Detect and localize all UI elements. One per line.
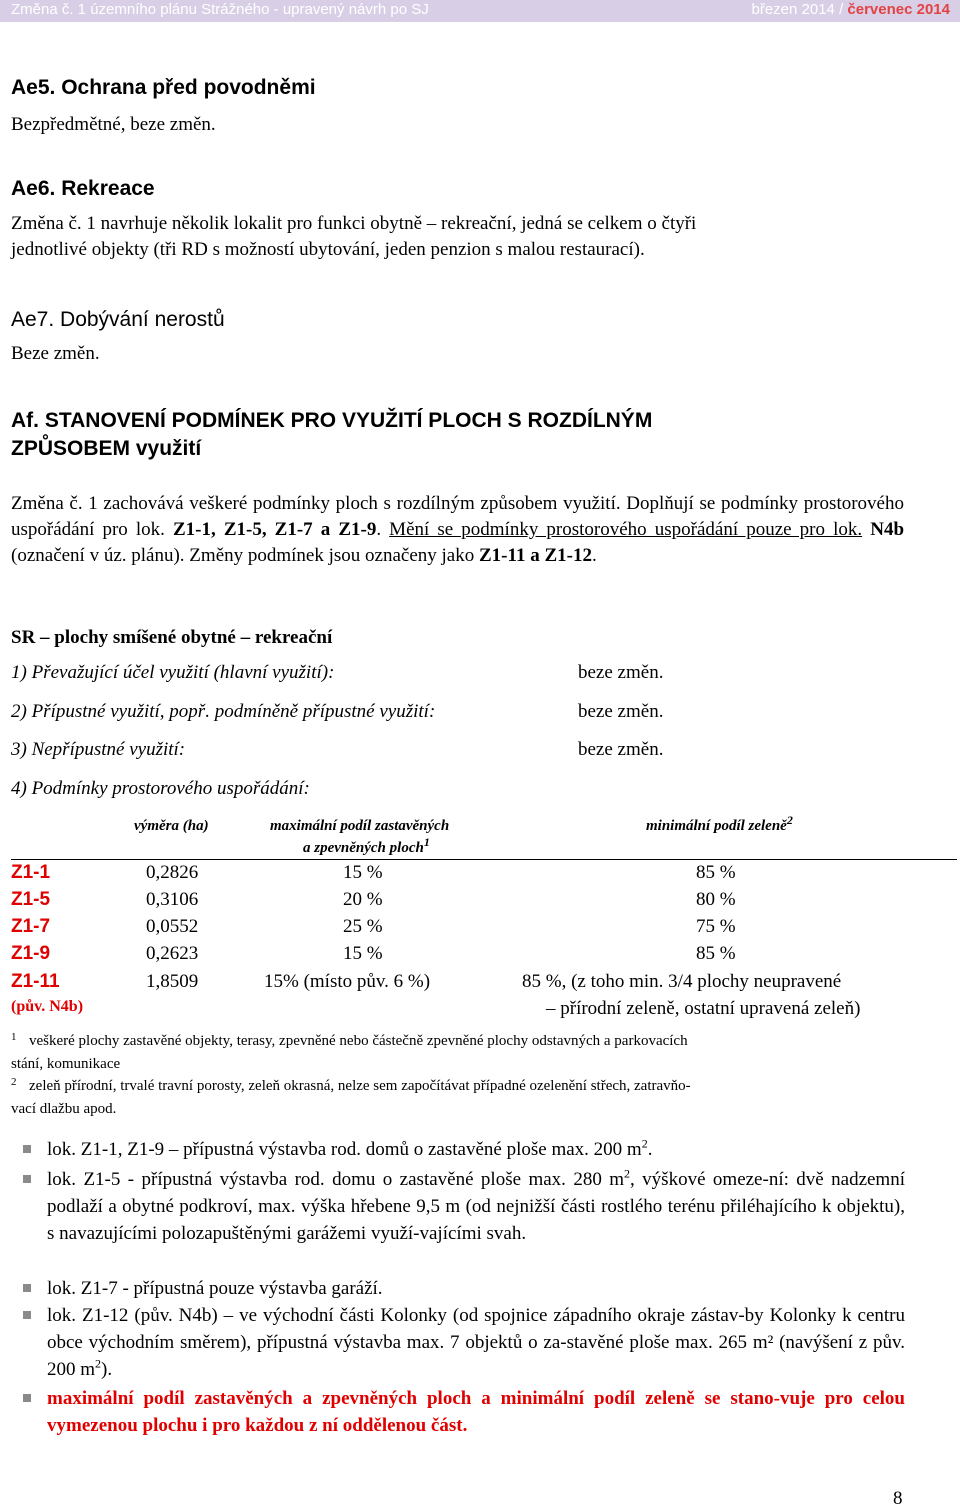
section-af-paragraph: Změna č. 1 zachovává veškeré podmínky ploch s rozdílným způsobem využití. Doplňují se podmínky prostorového uspořádání pro lok. Z1-1, Z1-5, Z1-7 a Z1-9. Mění se podmínky prostorového uspořádání pouze pro lok. N4b (označení v úz. plánu). Změny podmínek jsou označeny jako Z1-11 a Z1-12.: [11, 493, 905, 566]
sr-forbidden-use-value: beze změn.: [578, 739, 664, 760]
sr-forbidden-use-label: 3) Nepřípustné využití:: [11, 739, 186, 760]
bullet-square-icon: [23, 1284, 31, 1292]
sr-spatial-conditions-label: 4) Podmínky prostorového uspořádání:: [11, 778, 310, 799]
page-number: 8: [893, 1488, 903, 1509]
sr-main-use-value: beze změn.: [578, 662, 664, 683]
section-ae7-title: Ae7. Dobývání nerostů: [11, 308, 225, 331]
section-ae5-text: Bezpředmětné, beze změn.: [11, 114, 216, 135]
sr-title: SR – plochy smíšené obytné – rekreační: [11, 627, 333, 648]
section-ae7-text: Beze změn.: [11, 343, 100, 364]
emphasis-note: maximální podíl zastavěných a zpevněných ploch a minimální podíl zeleně se stano-vuje pro celou vymezenou plochu i pro každou z ní oddělenou část.: [47, 1388, 905, 1436]
section-ae6-line1: Změna č. 1 navrhuje několik lokalit pro funkci obytně – rekreační, jedná se celkem o čtyři: [11, 213, 697, 234]
table-header-area: výměra (ha): [134, 818, 209, 834]
bullet-square-icon: [23, 1145, 31, 1153]
bullet-square-icon: [23, 1175, 31, 1183]
table-header-green: minimální podíl zeleně$^2$: [646, 813, 793, 834]
changed-conditions-note: Mění se podmínky prostorového uspořádání pouze pro lok.: [389, 519, 863, 540]
table-header-built-line2: a zpevněných ploch$^1$: [303, 835, 430, 856]
sr-permitted-use-label: 2) Přípustné využití, popř. podmíněně přípustné využití:: [11, 701, 436, 722]
section-af-title-line1: Af. STANOVENÍ PODMÍNEK PRO VYUŽITÍ PLOCH S ROZDÍLNÝM: [11, 409, 653, 432]
header-date: březen 2014 / červenec 2014: [751, 1, 950, 18]
section-ae5-title: Ae5. Ochrana před povodněmi: [11, 76, 316, 99]
bullet-square-icon: [23, 1311, 31, 1319]
section-af-title-line2: ZPŮSOBEM využití: [11, 437, 202, 460]
section-ae6-line2: jednotlivé objekty (tři RD s možností ubytování, jeden penzion s malou restaurací).: [11, 239, 645, 260]
table-header-built-line1: maximální podíl zastavěných: [270, 818, 450, 834]
sr-permitted-use-value: beze změn.: [578, 701, 664, 722]
section-ae6-title: Ae6. Rekreace: [11, 177, 155, 200]
bullet-square-icon: [23, 1394, 31, 1402]
sr-main-use-label: 1) Převažující účel využití (hlavní využití):: [11, 662, 335, 683]
header-date-highlight: červenec 2014: [847, 1, 950, 18]
table-header-rule: [11, 859, 957, 860]
header-document-title: Změna č. 1 územního plánu Strážného - upravený návrh po SJ: [11, 1, 429, 18]
page-header: [0, 0, 960, 22]
